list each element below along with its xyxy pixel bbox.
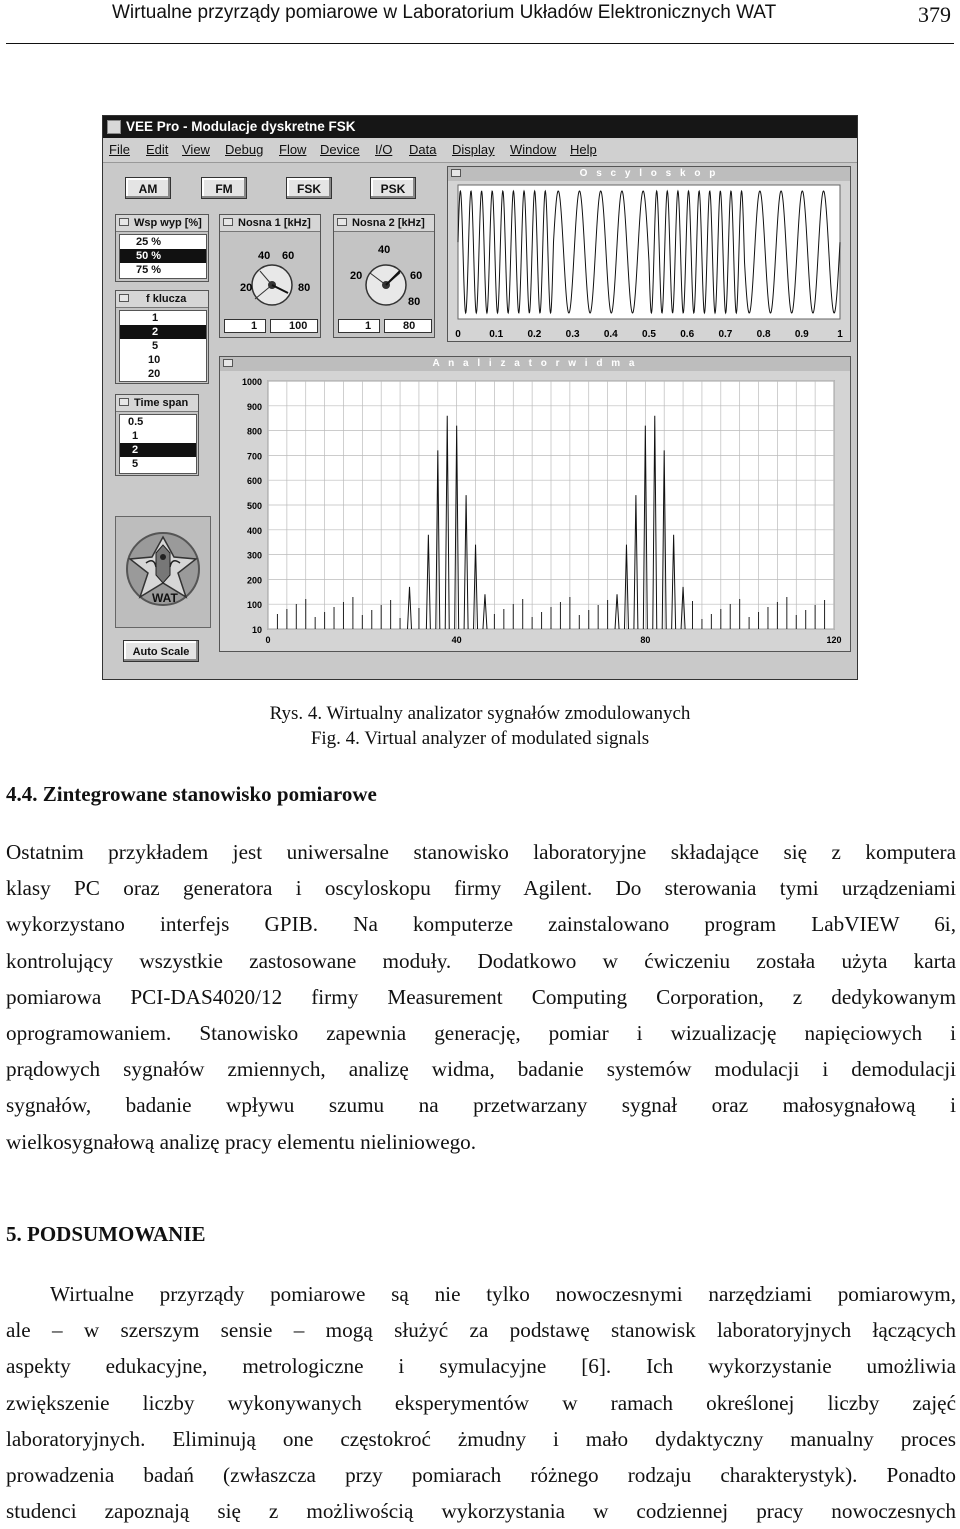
- section-heading-5: 5. PODSUMOWANIE: [6, 1222, 206, 1246]
- spectrum-y-tick: 900: [246, 401, 262, 412]
- osc-x-tick: 0.4: [603, 329, 618, 340]
- running-header-title: Wirtualne przyrządy pomiarowe w Laboratorium Układów Elektronicznych WAT: [112, 2, 777, 23]
- list-item[interactable]: 25 %: [136, 236, 162, 248]
- spectrum-x-tick: 0: [265, 635, 271, 645]
- osc-x-tick: 0.6: [680, 329, 695, 340]
- spectrum-y-tick: 300: [246, 550, 262, 561]
- carrier2-min-field[interactable]: 1: [338, 319, 380, 333]
- oscilloscope-plot[interactable]: [448, 181, 850, 341]
- auto-scale-button[interactable]: Auto Scale: [123, 640, 199, 662]
- carrier1-min-field[interactable]: 1: [224, 319, 266, 333]
- paragraph-line: Ostatnim przykładem jest uniwersalne stanowisko laboratoryjne składające się z komputera: [6, 840, 956, 864]
- window-title: VEE Pro - Modulacje dyskretne FSK: [126, 119, 356, 134]
- knob-label: 40: [378, 244, 391, 256]
- key-frequency-list: [119, 310, 207, 382]
- knob-label: 20: [240, 282, 253, 294]
- spectrum-y-tick: 400: [246, 525, 262, 536]
- spectrum-analyzer-panel: [219, 356, 851, 652]
- oscilloscope-title: O s c y l o s k o p: [579, 168, 719, 179]
- key-frequency-title: f klucza: [146, 293, 187, 305]
- knob-label: 40: [258, 250, 271, 262]
- am-button[interactable]: AM: [125, 177, 171, 199]
- time-span-panel: [115, 394, 199, 476]
- osc-x-tick: 0.1: [489, 329, 504, 340]
- menu-data[interactable]: Data: [409, 142, 437, 157]
- menu-display[interactable]: Display: [452, 142, 495, 157]
- spectrum-y-tick: 10: [251, 625, 262, 635]
- psk-button[interactable]: PSK: [370, 177, 416, 199]
- fsk-button[interactable]: FSK: [286, 177, 332, 199]
- osc-x-tick: 1: [837, 329, 843, 340]
- figure-caption-en: Fig. 4. Virtual analyzer of modulated signals: [310, 728, 650, 749]
- carrier2-panel: [333, 214, 435, 338]
- eagle-emblem-icon: [116, 517, 210, 627]
- duty-cycle-panel: [115, 214, 209, 282]
- carrier1-knob[interactable]: [220, 233, 320, 313]
- list-item-selected[interactable]: 50 %: [120, 249, 206, 263]
- paragraph-line: prowadzenia badań (zwłaszcza przy pomiarach różnego rodzaju charakterystyk). Ponadto: [6, 1463, 956, 1488]
- duty-cycle-list: [119, 234, 207, 279]
- paragraph-line: pomiarowa PCI-DAS4020/12 firmy Measurement Computing Corporation, z dedykowanym: [6, 984, 956, 1009]
- knob-label: 80: [298, 282, 311, 294]
- spectrum-x-tick: 120: [826, 635, 842, 645]
- spectrum-x-tick: 80: [640, 635, 651, 645]
- paragraph-line: zwiększenie liczby wykonywanych eksperymentów w ramach określonej liczby zajęć: [6, 1390, 956, 1415]
- window-titlebar: [103, 116, 857, 138]
- app-icon: [107, 120, 121, 134]
- spectrum-plot[interactable]: [220, 371, 850, 651]
- osc-x-tick: 0: [455, 329, 461, 340]
- vee-pro-window: [102, 115, 858, 680]
- menu-io[interactable]: I/O: [375, 142, 393, 157]
- list-item-selected[interactable]: 2: [120, 325, 206, 339]
- osc-x-tick: 0.8: [756, 329, 771, 340]
- spectrum-y-tick: 100: [246, 600, 262, 611]
- osc-x-tick: 0.7: [718, 329, 733, 340]
- paragraph-line: Wirtualne przyrządy pomiarowe są nie tylko nowoczesnymi narzędziami pomiarowym,: [50, 1282, 956, 1306]
- menu-file[interactable]: File: [109, 142, 130, 157]
- spectrum-y-tick: 1000: [241, 377, 262, 387]
- osc-x-tick: 0.2: [527, 329, 542, 340]
- menu-help[interactable]: Help: [570, 142, 597, 157]
- collapse-icon[interactable]: [119, 294, 129, 302]
- menu-edit[interactable]: Edit: [146, 142, 169, 157]
- spectrum-x-tick: 40: [451, 635, 462, 645]
- menu-flow[interactable]: Flow: [279, 142, 307, 157]
- list-item[interactable]: 5: [132, 458, 139, 470]
- collapse-icon[interactable]: [451, 169, 461, 177]
- knob-label: 20: [350, 270, 363, 282]
- paragraph-line: kontrolujący wszystkie zastosowane moduły. Dodatkowo w ćwiczeniu została użyta karta: [6, 948, 956, 973]
- spectrum-y-tick: 800: [246, 426, 262, 437]
- paragraph-line: oprogramowaniem. Stanowisko zapewnia generację, pomiar i wizualizację napięciowych i: [6, 1021, 956, 1046]
- collapse-icon[interactable]: [119, 398, 129, 406]
- spectrum-title: A n a l i z a t o r w i d m a: [432, 358, 638, 369]
- paragraph-line: aspekty edukacyjne, metrologiczne i symulacyjne [6]. Ich wykorzystanie umożliwia: [6, 1354, 956, 1379]
- carrier1-title: Nosna 1 [kHz]: [238, 217, 311, 229]
- menu-window[interactable]: Window: [510, 142, 557, 157]
- header-rule: [6, 43, 954, 44]
- spectrum-y-tick: 700: [246, 451, 262, 462]
- paragraph-line: wykorzystano interfejs GPIB. Na komputerze zainstalowano program LabVIEW 6i,: [6, 912, 956, 937]
- paragraph-line: sygnałów, badanie wpływu szumu na przetwarzany sygnał oraz małosygnałową i: [6, 1093, 956, 1118]
- section-4-4-paragraph: [6, 834, 956, 1160]
- knob-label: 80: [408, 296, 421, 308]
- collapse-icon[interactable]: [223, 359, 233, 367]
- osc-x-tick: 0.5: [642, 329, 656, 340]
- paragraph-line: prądowych sygnałów zmiennych, analizę widma, badanie systemów modulacji i demodulacji: [6, 1057, 956, 1082]
- knob-label: 60: [410, 270, 423, 282]
- wat-emblem-logo: [115, 516, 211, 628]
- carrier1-panel: [219, 214, 321, 338]
- knob-label: 60: [282, 250, 295, 262]
- carrier2-knob[interactable]: [334, 233, 434, 313]
- list-item-selected[interactable]: 2: [120, 443, 196, 457]
- list-item[interactable]: 0.5: [128, 416, 144, 428]
- oscilloscope-panel: [447, 166, 851, 342]
- menu-debug[interactable]: Debug: [225, 142, 264, 157]
- collapse-icon[interactable]: [337, 218, 347, 226]
- page-number: 379: [918, 2, 951, 27]
- carrier2-value-field[interactable]: 80: [384, 319, 432, 333]
- time-span-title: Time span: [134, 397, 189, 409]
- paragraph-line: klasy PC oraz generatora i oscyloskopu firmy Agilent. Do sterowania tymi urządzeniami: [6, 876, 956, 901]
- osc-plot-area: [458, 185, 840, 319]
- menu-device[interactable]: Device: [320, 142, 360, 157]
- carrier1-value-field[interactable]: 100: [270, 319, 318, 333]
- section-5-paragraph: [6, 1276, 956, 1529]
- fm-button[interactable]: FM: [201, 177, 247, 199]
- carrier2-title: Nosna 2 [kHz]: [352, 217, 425, 229]
- osc-x-tick: 0.9: [794, 329, 809, 340]
- duty-cycle-title: Wsp wyp [%]: [134, 217, 202, 229]
- list-item[interactable]: 5: [152, 340, 159, 352]
- section-heading-4-4: 4.4. Zintegrowane stanowisko pomiarowe: [6, 782, 377, 806]
- collapse-icon[interactable]: [223, 218, 233, 226]
- key-frequency-panel: [115, 290, 209, 384]
- osc-x-tick: 0.3: [565, 329, 580, 340]
- spectrum-y-tick: 500: [246, 501, 262, 511]
- paragraph-line: studenci zapoznają się z możliwością wykorzystania w codziennej pracy nowoczesnych: [6, 1499, 956, 1524]
- figure-caption-pl: Rys. 4. Wirtualny analizator sygnałów zmodulowanych: [269, 703, 691, 724]
- paragraph-line: ale – w szerszym sensie – mogą służyć za podstawę stanowisk laboratoryjnych łączących: [6, 1318, 956, 1343]
- list-item[interactable]: 10: [148, 354, 161, 366]
- spectrum-y-tick: 600: [246, 476, 262, 487]
- list-item[interactable]: 75 %: [136, 264, 162, 276]
- list-item[interactable]: 1: [152, 312, 159, 324]
- list-item[interactable]: 20: [148, 368, 161, 380]
- list-item[interactable]: 1: [132, 430, 139, 442]
- logo-text: WAT: [152, 591, 178, 605]
- collapse-icon[interactable]: [119, 218, 129, 226]
- menu-view[interactable]: View: [182, 142, 210, 157]
- running-header: [0, 0, 960, 44]
- menu-bar: [103, 138, 857, 163]
- paragraph-line: wielkosygnałową analizę pracy elementu nieliniowego.: [6, 1129, 477, 1154]
- paragraph-line: laboratoryjnych. Eliminują one częstokroć żmudny i mało dydaktyczny manualny proces: [6, 1426, 956, 1451]
- spectrum-y-tick: 200: [246, 575, 262, 586]
- time-span-list: [119, 414, 197, 474]
